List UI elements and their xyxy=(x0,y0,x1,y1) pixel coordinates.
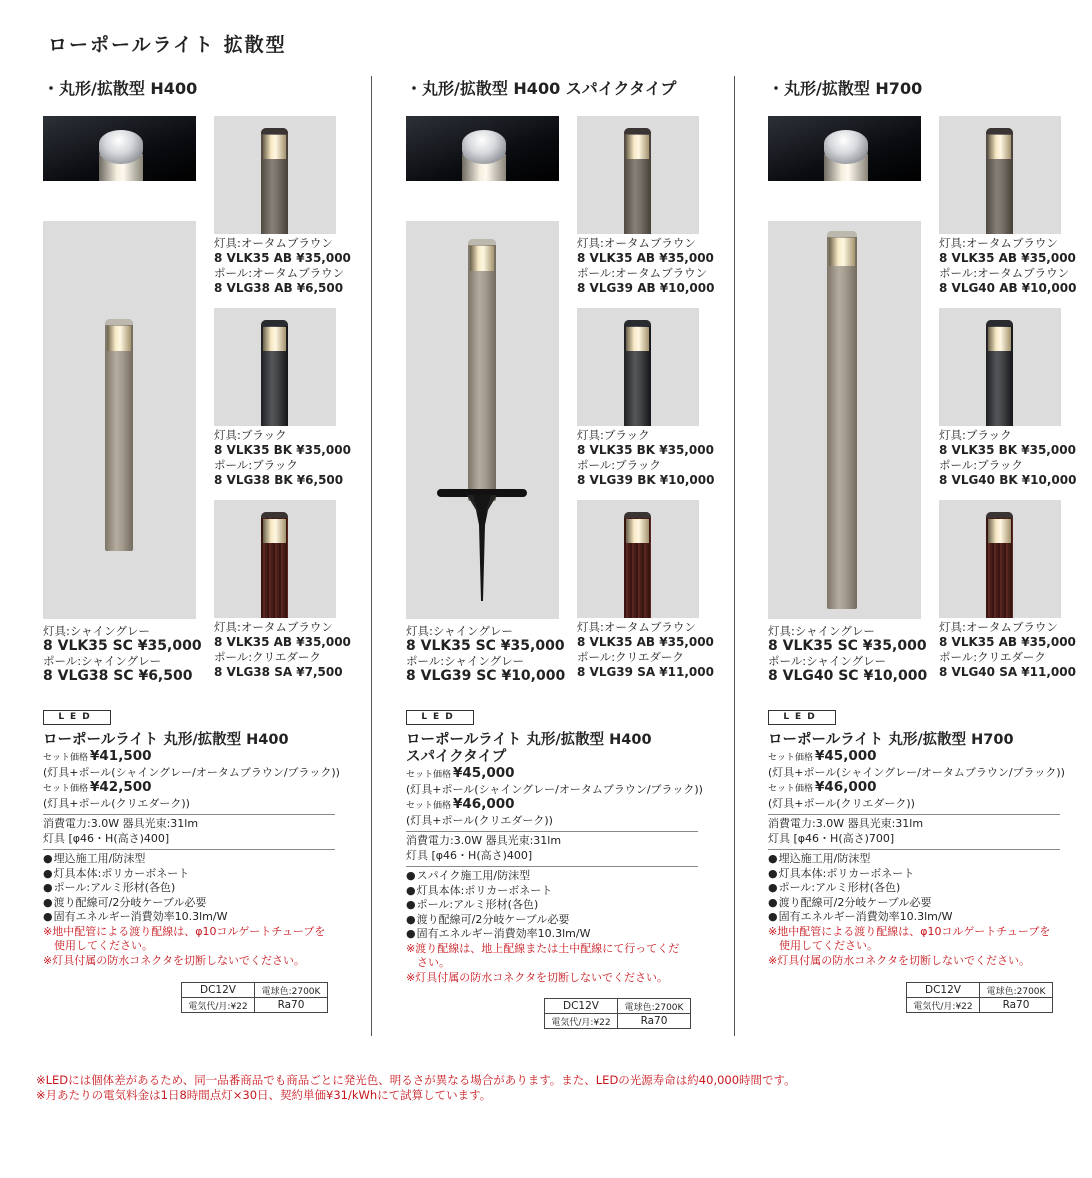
variant-thumbnail xyxy=(214,500,336,618)
rule xyxy=(43,849,335,850)
ra-cell: Ra70 xyxy=(618,1014,691,1029)
part-label: 灯具:シャイングレー xyxy=(43,624,150,638)
caution-note: さい。 xyxy=(406,956,450,969)
hero-photo xyxy=(43,116,196,181)
feature-item: ● 固有エネルギー消費効率10.3lm/W xyxy=(406,927,706,942)
caution-note: 使用してください。 xyxy=(768,939,878,952)
product-name: ローポールライト 丸形/拡散型 H700 xyxy=(768,732,1014,748)
caution-note: ※地中配管による渡り配線は、φ10コルゲートチューブを xyxy=(43,924,326,938)
spec-block xyxy=(43,732,343,968)
part-label: 灯具:オータムブラウン xyxy=(939,620,1058,634)
variant-thumbnail xyxy=(214,308,336,426)
pole-illustration xyxy=(105,319,133,551)
part-label: ポール:ブラック xyxy=(939,458,1023,472)
set-price-label: セット価格 xyxy=(406,770,452,780)
product-caption xyxy=(214,620,351,680)
pole-illustration xyxy=(827,231,857,609)
model-price: 8 VLK35 SC ¥35,000 xyxy=(768,638,927,654)
part-label: ポール:シャイングレー xyxy=(768,654,887,668)
model-price: 8 VLK35 BK ¥35,000 xyxy=(214,443,351,457)
pole-illustration xyxy=(468,239,496,501)
color-temp-cell: 電球色:2700K xyxy=(255,983,328,998)
product-caption xyxy=(43,624,202,684)
set-price-value: ¥45,000 xyxy=(453,765,515,781)
model-price: 8 VLG38 SC ¥6,500 xyxy=(43,668,193,684)
feature-item: ● 渡り配線可/2分岐ケーブル必要 xyxy=(43,896,343,911)
section-title: ・丸形/拡散型 H400 xyxy=(43,79,198,98)
variant-thumbnail xyxy=(214,116,336,234)
set-price-note: (灯具+ポール(クリエダーク)) xyxy=(406,813,553,827)
pole-illustration xyxy=(986,128,1013,234)
voltage-cell: DC12V xyxy=(182,983,255,998)
spec-block xyxy=(406,732,706,985)
set-price-note: (灯具+ポール(クリエダーク)) xyxy=(43,796,190,810)
part-label: 灯具:オータムブラウン xyxy=(577,236,696,250)
product-caption xyxy=(577,620,714,680)
model-price: 8 VLG40 SC ¥10,000 xyxy=(768,668,928,684)
size-spec: 灯具 [φ46・H(高さ)700] xyxy=(768,831,895,845)
spec-block xyxy=(768,732,1068,968)
model-price: 8 VLG39 BK ¥10,000 xyxy=(577,473,715,487)
led-badge: LED xyxy=(406,710,474,725)
feature-item: ● 灯具本体:ポリカーボネート xyxy=(43,867,343,882)
feature-item: ● ポール:アルミ形材(各色) xyxy=(43,881,343,896)
model-price: 8 VLK35 AB ¥35,000 xyxy=(577,635,714,649)
footnote: ※LEDには個体差があるため、同一品番商品でも商品ごとに発光色、明るさが異なる場合があります。また、LEDの光源寿命は約40,000時間です。 xyxy=(36,1073,796,1087)
model-price: 8 VLK35 AB ¥35,000 xyxy=(577,251,714,265)
model-price: 8 VLK35 BK ¥35,000 xyxy=(939,443,1076,457)
led-badge: LED xyxy=(43,710,111,725)
footnotes xyxy=(36,1073,796,1103)
size-spec: 灯具 [φ46・H(高さ)400] xyxy=(43,831,170,845)
model-price: 8 VLK35 AB ¥35,000 xyxy=(214,635,351,649)
feature-item: ● 固有エネルギー消費効率10.3lm/W xyxy=(43,910,343,925)
variant-thumbnail xyxy=(577,500,699,618)
product-caption xyxy=(939,620,1076,680)
set-price-value: ¥42,500 xyxy=(90,779,152,795)
variant-thumbnail xyxy=(939,308,1061,426)
set-price-line xyxy=(406,797,706,814)
part-label: ポール:ブラック xyxy=(214,458,298,472)
caution-note: ※灯具付属の防水コネクタを切断しないでください。 xyxy=(768,953,1030,967)
main-product-image xyxy=(768,221,921,619)
size-spec: 灯具 [φ46・H(高さ)400] xyxy=(406,848,533,862)
model-price: 8 VLK35 AB ¥35,000 xyxy=(939,251,1076,265)
set-price-note: (灯具+ポール(シャイングレー/オータムブラウン/ブラック)) xyxy=(43,765,340,779)
power-table xyxy=(906,982,1053,1013)
color-temp-cell: 電球色:2700K xyxy=(980,983,1053,998)
caution-note: 使用してください。 xyxy=(43,939,153,952)
variant-thumbnail xyxy=(577,308,699,426)
feature-item: ● ポール:アルミ形材(各色) xyxy=(768,881,1068,896)
set-price-value: ¥45,000 xyxy=(815,748,877,764)
set-price-label: セット価格 xyxy=(43,784,89,794)
variant-thumbnail xyxy=(577,116,699,234)
product-column xyxy=(43,76,351,1036)
part-label: ポール:クリエダーク xyxy=(577,650,684,664)
set-price-label: セット価格 xyxy=(406,801,452,811)
model-price: 8 VLK35 SC ¥35,000 xyxy=(406,638,565,654)
ra-cell: Ra70 xyxy=(255,998,328,1013)
caution-note: ※渡り配線は、地上配線または土中配線にて行ってくだ xyxy=(406,941,680,955)
model-price: 8 VLG39 SC ¥10,000 xyxy=(406,668,566,684)
section-title: ・丸形/拡散型 H700 xyxy=(768,79,923,98)
set-price-note: (灯具+ポール(シャイングレー/オータムブラウン/ブラック)) xyxy=(768,765,1065,779)
product-column xyxy=(406,76,715,1036)
model-price: 8 VLG40 SA ¥11,000 xyxy=(939,665,1076,679)
part-label: ポール:シャイングレー xyxy=(43,654,162,668)
pole-illustration xyxy=(261,512,288,618)
footnote: ※月あたりの電気料金は1日8時間点灯×30日、契約単価¥31/kWhにて試算しています。 xyxy=(36,1088,492,1102)
rule xyxy=(43,814,335,815)
rule xyxy=(768,814,1060,815)
set-price-line xyxy=(43,749,343,766)
part-label: 灯具:オータムブラウン xyxy=(214,620,333,634)
section-title: ・丸形/拡散型 H400 スパイクタイプ xyxy=(406,79,677,98)
power-spec: 消費電力:3.0W 器具光束:31lm xyxy=(43,817,199,830)
rule xyxy=(406,831,698,832)
pole-illustration xyxy=(261,128,288,234)
main-product-image xyxy=(43,221,196,619)
led-badge: LED xyxy=(768,710,836,725)
part-label: ポール:オータムブラウン xyxy=(939,266,1070,280)
part-label: ポール:シャイングレー xyxy=(406,654,525,668)
part-label: 灯具:シャイングレー xyxy=(768,624,875,638)
product-caption xyxy=(939,236,1076,296)
cost-cell: 電気代/月:¥22 xyxy=(545,1014,618,1029)
feature-item: ● 固有エネルギー消費効率10.3lm/W xyxy=(768,910,1068,925)
page-title: ローポールライト 拡散型 xyxy=(48,34,287,56)
model-price: 8 VLG40 AB ¥10,000 xyxy=(939,281,1077,295)
part-label: ポール:オータムブラウン xyxy=(577,266,708,280)
ra-cell: Ra70 xyxy=(980,998,1053,1013)
lamp-cap xyxy=(99,130,143,164)
pole-illustration xyxy=(624,128,651,234)
pole-illustration xyxy=(986,512,1013,618)
part-label: 灯具:オータムブラウン xyxy=(214,236,333,250)
power-table xyxy=(544,998,691,1029)
set-price-line xyxy=(768,780,1068,797)
pole-illustration xyxy=(624,320,651,426)
product-caption xyxy=(406,624,565,684)
power-table xyxy=(181,982,328,1013)
set-price-note: (灯具+ポール(シャイングレー/オータムブラウン/ブラック)) xyxy=(406,782,703,796)
voltage-cell: DC12V xyxy=(907,983,980,998)
set-price-value: ¥46,000 xyxy=(453,796,515,812)
main-product-image xyxy=(406,221,559,619)
feature-item: ● スパイク施工用/防沫型 xyxy=(406,869,706,884)
rule xyxy=(406,866,698,867)
model-price: 8 VLG40 BK ¥10,000 xyxy=(939,473,1077,487)
set-price-label: セット価格 xyxy=(768,753,814,763)
part-label: ポール:クリエダーク xyxy=(214,650,321,664)
part-label: ポール:ブラック xyxy=(577,458,661,472)
model-price: 8 VLK35 AB ¥35,000 xyxy=(939,635,1076,649)
set-price-value: ¥41,500 xyxy=(90,748,152,764)
product-name: ローポールライト 丸形/拡散型 H400 xyxy=(406,732,652,748)
model-price: 8 VLG38 BK ¥6,500 xyxy=(214,473,344,487)
voltage-cell: DC12V xyxy=(545,999,618,1014)
column-divider xyxy=(734,76,735,1036)
variant-thumbnail xyxy=(939,500,1061,618)
part-label: ポール:クリエダーク xyxy=(939,650,1046,664)
cost-cell: 電気代/月:¥22 xyxy=(182,998,255,1013)
model-price: 8 VLG38 AB ¥6,500 xyxy=(214,281,344,295)
model-price: 8 VLK35 BK ¥35,000 xyxy=(577,443,714,457)
rule xyxy=(768,849,1060,850)
product-name: ローポールライト 丸形/拡散型 H400 xyxy=(43,732,289,748)
set-price-line xyxy=(768,749,1068,766)
set-price-label: セット価格 xyxy=(768,784,814,794)
product-name: スパイクタイプ xyxy=(406,749,507,765)
part-label: ポール:オータムブラウン xyxy=(214,266,345,280)
feature-item: ● 埋込施工用/防沫型 xyxy=(768,852,1068,867)
product-caption xyxy=(214,428,351,488)
set-price-line xyxy=(406,766,706,783)
feature-item: ● ポール:アルミ形材(各色) xyxy=(406,898,706,913)
product-caption xyxy=(768,624,927,684)
set-price-label: セット価格 xyxy=(43,753,89,763)
part-label: 灯具:オータムブラウン xyxy=(939,236,1058,250)
product-column xyxy=(768,76,1077,1036)
power-spec: 消費電力:3.0W 器具光束:31lm xyxy=(406,834,562,847)
pole-illustration xyxy=(624,512,651,618)
caution-note: ※地中配管による渡り配線は、φ10コルゲートチューブを xyxy=(768,924,1051,938)
part-label: 灯具:ブラック xyxy=(577,428,650,442)
feature-item: ● 灯具本体:ポリカーボネート xyxy=(406,884,706,899)
power-spec: 消費電力:3.0W 器具光束:31lm xyxy=(768,817,924,830)
cost-cell: 電気代/月:¥22 xyxy=(907,998,980,1013)
column-divider xyxy=(371,76,372,1036)
set-price-line xyxy=(43,780,343,797)
model-price: 8 VLK35 SC ¥35,000 xyxy=(43,638,202,654)
hero-photo xyxy=(768,116,921,181)
part-label: 灯具:シャイングレー xyxy=(406,624,513,638)
part-label: 灯具:オータムブラウン xyxy=(577,620,696,634)
model-price: 8 VLG38 SA ¥7,500 xyxy=(214,665,343,679)
hero-photo xyxy=(406,116,559,181)
model-price: 8 VLK35 AB ¥35,000 xyxy=(214,251,351,265)
pole-illustration xyxy=(986,320,1013,426)
feature-item: ● 渡り配線可/2分岐ケーブル必要 xyxy=(406,913,706,928)
caution-note: ※灯具付属の防水コネクタを切断しないでください。 xyxy=(43,953,305,967)
set-price-value: ¥46,000 xyxy=(815,779,877,795)
product-caption xyxy=(577,236,714,296)
part-label: 灯具:ブラック xyxy=(214,428,287,442)
set-price-note: (灯具+ポール(クリエダーク)) xyxy=(768,796,915,810)
part-label: 灯具:ブラック xyxy=(939,428,1012,442)
lamp-cap xyxy=(824,130,868,164)
product-caption xyxy=(214,236,351,296)
product-caption xyxy=(577,428,714,488)
model-price: 8 VLG39 SA ¥11,000 xyxy=(577,665,714,679)
feature-item: ● 埋込施工用/防沫型 xyxy=(43,852,343,867)
model-price: 8 VLG39 AB ¥10,000 xyxy=(577,281,715,295)
feature-item: ● 灯具本体:ポリカーボネート xyxy=(768,867,1068,882)
variant-thumbnail xyxy=(939,116,1061,234)
caution-note: ※灯具付属の防水コネクタを切断しないでください。 xyxy=(406,970,668,984)
product-caption xyxy=(939,428,1076,488)
lamp-cap xyxy=(462,130,506,164)
pole-illustration xyxy=(261,320,288,426)
feature-item: ● 渡り配線可/2分岐ケーブル必要 xyxy=(768,896,1068,911)
color-temp-cell: 電球色:2700K xyxy=(618,999,691,1014)
